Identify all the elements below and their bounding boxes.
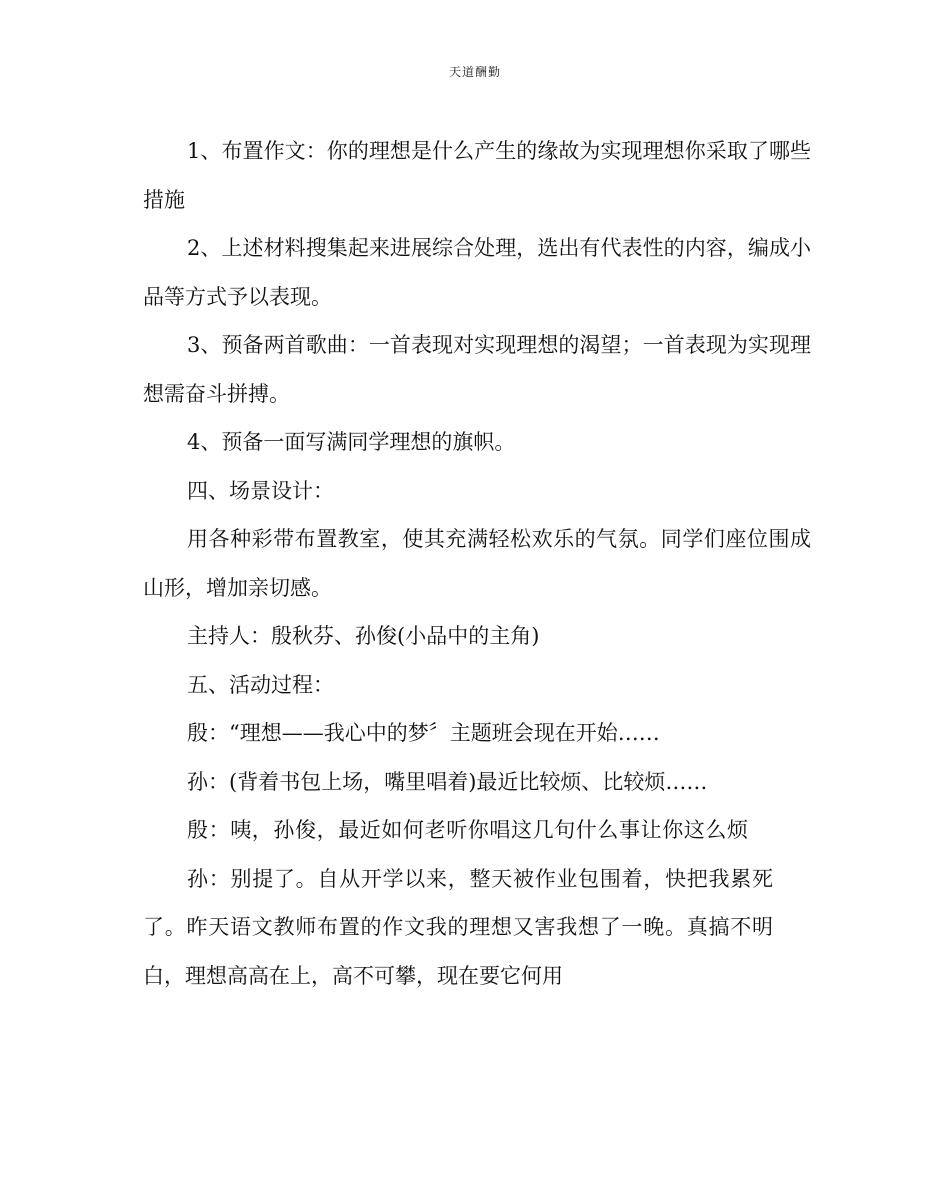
dialogue-line-yin-question: 殷：咦，孙俊，最近如何老听你唱这几句什么事让你这么烦 bbox=[187, 818, 749, 842]
paragraph-scene-description: 用各种彩带布置教室，使其充满轻松欢乐的气氛。同学们座位围成山形，增加亲切感。 bbox=[143, 527, 811, 600]
section-heading-activity-process: 五、活动过程： bbox=[187, 672, 334, 697]
paragraph-prepare-songs: 3、预备两首歌曲：一首表现对实现理想的渴望；一首表现为实现理想需奋斗拼搏。 bbox=[143, 333, 811, 406]
paragraph-collect-materials: 2、上述材料搜集起来进展综合处理，选出有代表性的内容，编成小品等方式予以表现。 bbox=[143, 236, 811, 309]
paragraph-hosts: 主持人：殷秋芬、孙俊(小品中的主角) bbox=[187, 624, 540, 648]
section-heading-scene-design: 四、场景设计： bbox=[187, 478, 334, 503]
dialogue-line-sun-complaint: 孙：别提了。自从开学以来，整天被作业包围着，快把我累死了。昨天语文教师布置的作文我的理想又害我想了一晚。真搞不明白，理想高高在上，高不可攀，现在要它何用 bbox=[143, 866, 773, 988]
document-body bbox=[143, 127, 811, 1000]
page-header: 天道酬勤 bbox=[448, 65, 501, 79]
dialogue-line-yin-opening: 殷：“理想——我心中的梦〞主题班会现在开始…… bbox=[187, 721, 660, 745]
paragraph-prepare-flag: 4、预备一面写满同学理想的旗帜。 bbox=[187, 430, 516, 454]
dialogue-line-sun-singing: 孙：(背着书包上场，嘴里唱着)最近比较烦、比较烦…… bbox=[187, 769, 708, 794]
paragraph-assign-essay: 1、布置作文：你的理想是什么产生的缘故为实现理想你采取了哪些措施 bbox=[143, 139, 811, 212]
